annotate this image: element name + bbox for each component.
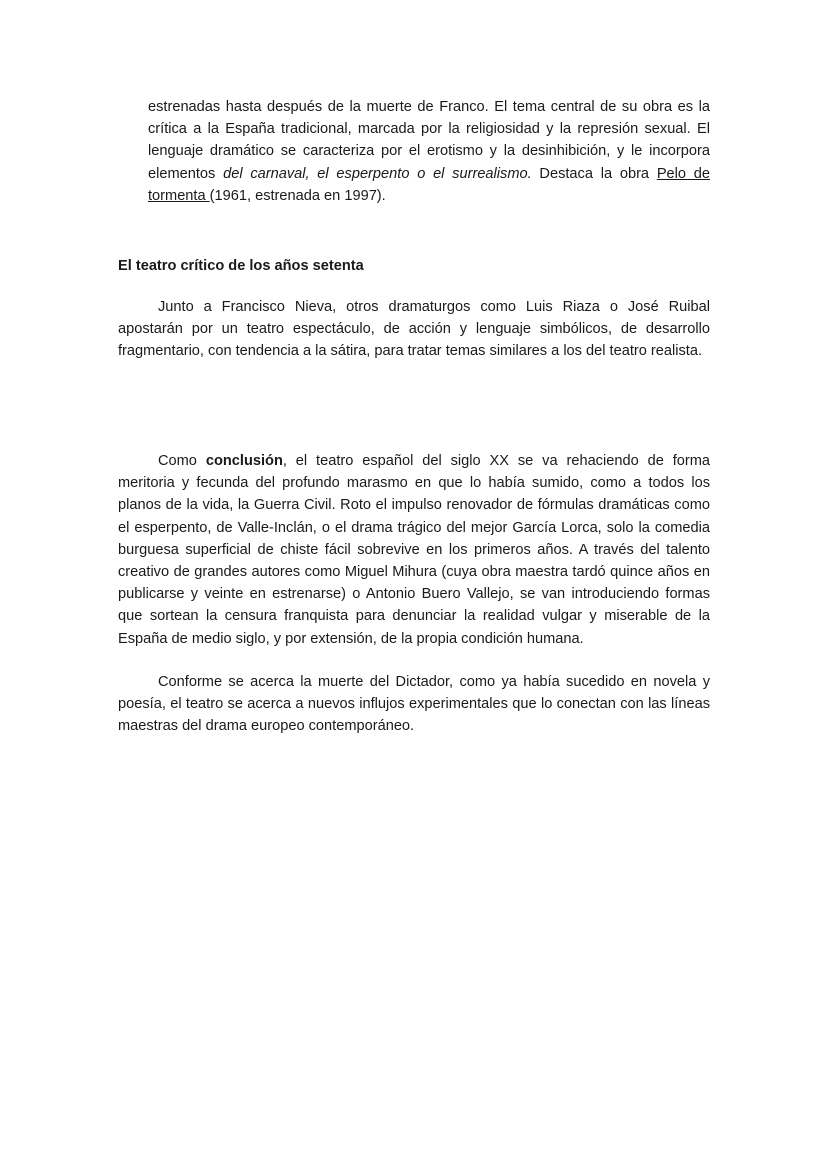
paragraph-seventies-theatre: Junto a Francisco Nieva, otros dramaturgos como Luis Riaza o José Ruibal apostarán por un teatro espectáculo, de acción y lenguaje simbólicos, de desarrollo fragmentario, con tendencia a la sátira, para tratar temas similares a los del teatro realista. <box>118 299 710 360</box>
paragraph-text: , el teatro español del siglo XX se va rehaciendo de forma meritoria y fecunda del profundo marasmo en que lo había sumido, como a todos los planos de la vida, la Guerra Civil. Roto el impulso renovador de fórmulas dramáticas como el esperpento, de Valle-Inclán, o el drama trágico del mejor García Lorca, solo la comedia burguesa superficial de chiste fácil sobrevive en los primeros años. A través del talento creativo de grandes autores como Miguel Mihura (cuya obra maestra tardó quince años en publicarse y veinte en estrenarse) o Antonio Buero Vallejo, se van introduciendo formas que sortean la censura franquista para denunciar la realidad vulgar y miserable de la España de medio siglo, y por extensión, de la propia condición humana. <box>118 453 710 647</box>
paragraph-text: Como <box>158 453 206 469</box>
paragraph-conclusion <box>118 450 710 650</box>
section-heading: El teatro crítico de los años setenta <box>118 258 364 274</box>
italic-phrase: del carnaval, el esperpento o el surrealismo. <box>223 165 532 182</box>
paragraph-nieva-continuation <box>148 96 710 207</box>
paragraph-text: Destaca la obra <box>531 165 657 182</box>
paragraph-text: estrenadas hasta después de la muerte de Franco. El tema central de su obra es la crítica a la España tradicional, marcada por la religiosidad y la represión sexual. El lenguaje dramático se caracteriza por el erotismo y la desinhibición, y le incorpora elementos <box>148 99 710 182</box>
work-title: Pelo de tormenta <box>148 165 711 204</box>
paragraph-final: Conforme se acerca la muerte del Dictador, como ya había sucedido en novela y poesía, el teatro se acerca a nuevos influjos experimentales que lo conectan con las líneas maestras del drama europeo contemporáneo. <box>118 674 710 735</box>
bold-keyword: conclusión <box>205 453 283 469</box>
paragraph-text: (1961, estrenada en 1997). <box>209 187 386 204</box>
